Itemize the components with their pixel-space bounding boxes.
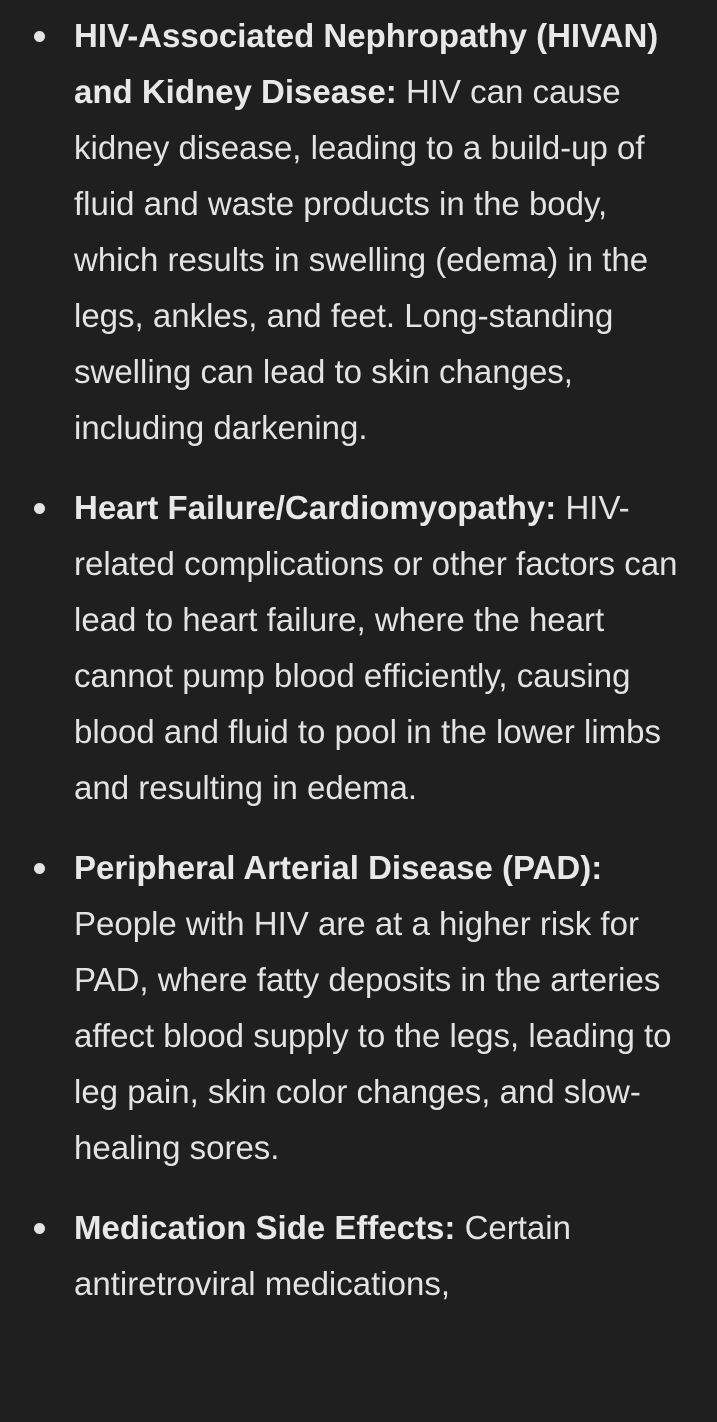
item-text: HIV-related complications or other factors can lead to heart failure, where the heart cannot pump blood efficiently, causing blood and fluid to pool in the lower limbs and resulting in edema.: [74, 489, 678, 806]
item-term: Peripheral Arterial Disease (PAD):: [74, 849, 603, 886]
item-term: Medication Side Effects:: [74, 1209, 456, 1246]
bullet-icon: [34, 1223, 45, 1234]
bullet-list: [0, 8, 717, 1312]
item-term: Heart Failure/Cardiomyopathy:: [74, 489, 557, 526]
bullet-icon: [34, 31, 45, 42]
response-content: [0, 8, 717, 1336]
list-item: [0, 840, 717, 1176]
item-text: HIV can cause kidney disease, leading to a build-up of fluid and waste products in the body, which results in swelling (edema) in the legs, ankles, and feet. Long-standing swelling can lead to skin changes, including darkening.: [74, 73, 649, 446]
list-item: [0, 1200, 717, 1312]
item-text: Certain antiretroviral medications,: [74, 1209, 571, 1302]
list-item: [0, 8, 717, 456]
item-text: People with HIV are at a higher risk for PAD, where fatty deposits in the arteries affect blood supply to the legs, leading to leg pain, skin color changes, and slow-healing sores.: [74, 905, 672, 1166]
item-term: HIV-Associated Nephropathy (HIVAN) and Kidney Disease:: [74, 17, 659, 110]
list-item: [0, 480, 717, 816]
bullet-icon: [34, 863, 45, 874]
bullet-icon: [34, 503, 45, 514]
